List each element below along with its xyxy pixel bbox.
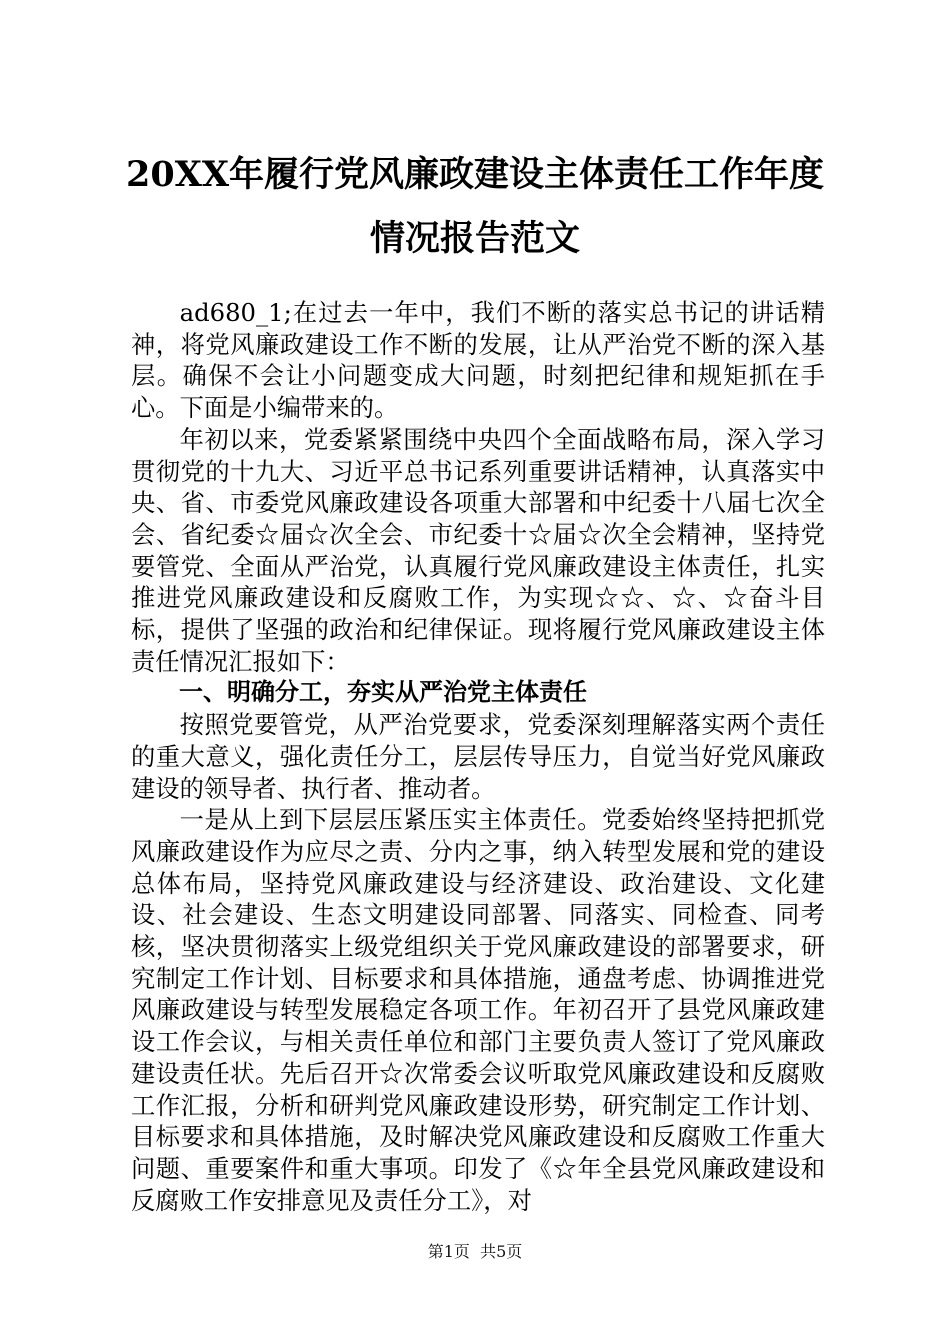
page-number: 第1页 共5页: [427, 1242, 523, 1261]
title-line-1: 20XX年履行党风廉政建设主体责任工作年度: [125, 154, 825, 195]
document-body: [131, 297, 825, 1216]
title-line-2: 情况报告范文: [369, 218, 580, 259]
section-heading: 一、明确分工，夯实从严治党主体责任: [179, 678, 587, 707]
section-paragraph: 一是从上到下层层压紧压实主体责任。党委始终坚持把抓党风廉政建设作为应尽之责、分内之事，纳入转型发展和党的建设总体布局，坚持党风廉政建设与经济建设、政治建设、文化建设、社会建设、生态文明建设同部署、同落实、同检查、同考核，坚决贯彻落实上级党组织关于党风廉政建设的部署要求，研究制定工作计划、目标要求和具体措施，通盘考虑、协调推进党风廉政建设与转型发展稳定各项工作。年初召开了县党风廉政建设工作会议，与相关责任单位和部门主要负责人签订了党风廉政建设责任状。先后召开☆次常委会议听取党风廉政建设和反腐败工作汇报，分析和研判党风廉政建设形势，研究制定工作计划、目标要求和具体措施，及时解决党风廉政建设和反腐败工作重大问题、重要案件和重大事项。印发了《☆年全县党风廉政建设和反腐败工作安排意见及责任分工》，对: [131, 805, 825, 1215]
page-footer: [0, 1242, 950, 1262]
document-title: [0, 154, 950, 259]
section-paragraph: 按照党要管党，从严治党要求，党委深刻理解落实两个责任的重大意义，强化责任分工，层层传导压力，自觉当好党风廉政建设的领导者、执行者、推动者。: [131, 710, 825, 803]
overview-paragraph: 年初以来，党委紧紧围绕中央四个全面战略布局，深入学习贯彻党的十九大、习近平总书记系列重要讲话精神，认真落实中央、省、市委党风廉政建设各项重大部署和中纪委十八届七次全会、省纪委☆届☆次全会、市纪委十☆届☆次全会精神，坚持党要管党、全面从严治党，认真履行党风廉政建设主体责任，扎实推进党风廉政建设和反腐败工作，为实现☆☆、☆、☆奋斗目标，提供了坚强的政治和纪律保证。现将履行党风廉政建设主体责任情况汇报如下：: [131, 424, 825, 676]
intro-paragraph: ad680_1;在过去一年中，我们不断的落实总书记的讲话精神，将党风廉政建设工作不断的发展，让从严治党不断的深入基层。确保不会让小问题变成大问题，时刻把纪律和规矩抓在手心。下面是小编带来的。: [131, 298, 825, 423]
